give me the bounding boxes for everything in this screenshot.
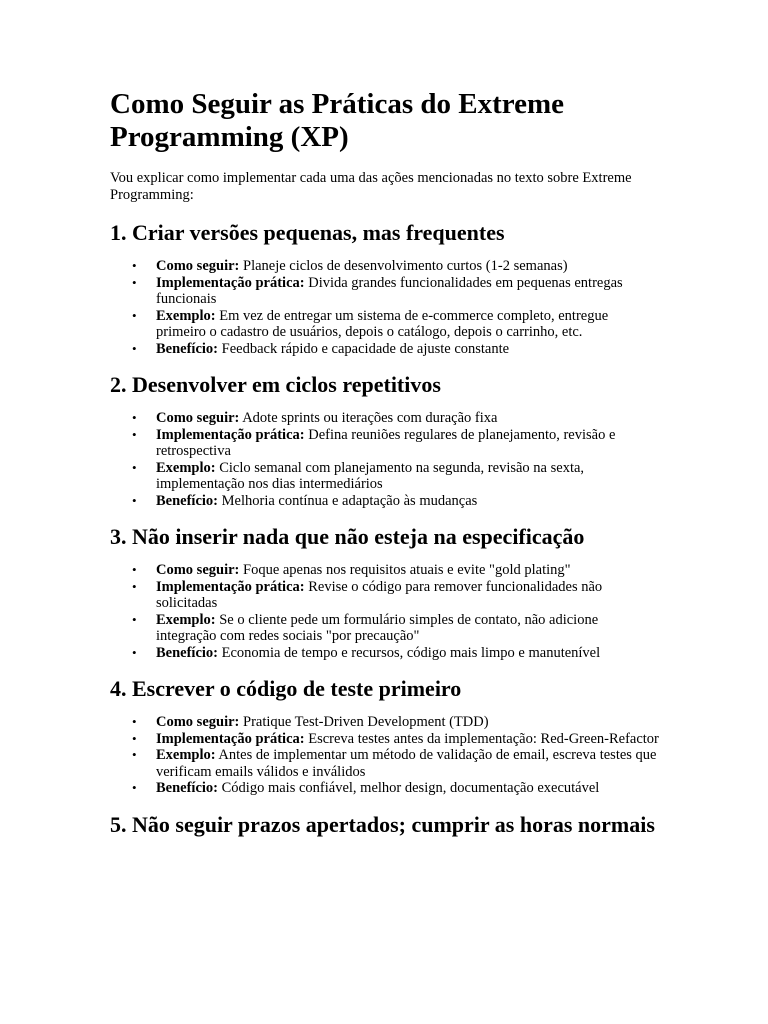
bullet-icon: • [132, 274, 137, 290]
bullet-icon: • [132, 410, 137, 425]
bullet-icon: • [132, 426, 137, 442]
bullet-icon: • [132, 730, 137, 746]
item-label: Como seguir: [156, 714, 240, 730]
bullet-list [110, 714, 660, 797]
item-text: Adote sprints ou iterações com duração fixa [239, 410, 498, 426]
section-4 [110, 676, 660, 797]
section-2 [110, 372, 660, 509]
bullet-icon: • [132, 258, 137, 273]
bullet-list [110, 562, 660, 661]
list-item [132, 492, 660, 510]
section-1 [110, 220, 660, 357]
bullet-icon: • [132, 714, 137, 729]
item-text: Feedback rápido e capacidade de ajuste constante [218, 340, 510, 357]
list-item [132, 747, 660, 780]
item-label: Como seguir: [156, 258, 240, 274]
list-item [132, 780, 660, 797]
list-item [132, 274, 660, 308]
section-heading: 1. Criar versões pequenas, mas frequentes [110, 220, 505, 245]
intro-paragraph: Vou explicar como implementar cada uma das ações mencionadas no texto sobre Extreme Programming: [110, 170, 632, 203]
item-label: Benefício: [156, 340, 219, 357]
list-item [132, 459, 660, 493]
bullet-icon: • [132, 307, 137, 323]
item-label: Implementação prática: [156, 426, 305, 443]
section-3 [110, 524, 660, 661]
item-label: Benefício: [156, 780, 219, 796]
list-item [132, 307, 660, 341]
bullet-icon: • [132, 780, 137, 795]
bullet-icon: • [132, 644, 137, 660]
list-item [132, 426, 660, 460]
list-item [132, 410, 660, 427]
item-text: Foque apenas nos requisitos atuais e evite "gold plating" [239, 562, 571, 578]
list-item [132, 714, 660, 731]
document-page [110, 88, 660, 850]
list-item [132, 730, 660, 748]
bullet-icon: • [132, 459, 137, 475]
item-text: Ciclo semanal com planejamento na segunda, revisão na sexta, implementação nos dias intermediários [156, 459, 585, 492]
item-label: Exemplo: [156, 747, 216, 763]
page-title: Como Seguir as Práticas do Extreme Programming (XP) [110, 88, 565, 153]
list-item [132, 258, 660, 275]
item-text: Código mais confiável, melhor design, documentação executável [218, 780, 600, 796]
item-text: Pratique Test-Driven Development (TDD) [239, 714, 489, 730]
item-label: Exemplo: [156, 307, 216, 324]
item-text: Economia de tempo e recursos, código mais limpo e manutenível [218, 644, 601, 661]
list-item [132, 644, 660, 662]
item-text: Em vez de entregar um sistema de e-commerce completo, entregue primeiro o cadastro de usuários, depois o catálogo, depois o carrinho, etc. [156, 307, 609, 340]
item-text: Defina reuniões regulares de planejamento, revisão e retrospectiva [156, 426, 616, 459]
bullet-icon: • [132, 578, 137, 594]
item-label: Benefício: [156, 644, 219, 661]
list-item [132, 562, 660, 579]
section-5 [110, 812, 660, 837]
item-label: Como seguir: [156, 562, 240, 578]
item-text: Se o cliente pede um formulário simples de contato, não adicione integração com redes sociais "por precaução" [156, 611, 599, 644]
item-label: Implementação prática: [156, 274, 305, 291]
item-text: Melhoria contínua e adaptação às mudanças [218, 492, 478, 509]
bullet-icon: • [132, 747, 137, 762]
item-label: Implementação prática: [156, 578, 305, 595]
bullet-icon: • [132, 562, 137, 577]
bullet-icon: • [132, 340, 137, 356]
section-heading: 3. Não inserir nada que não esteja na especificação [110, 524, 585, 549]
item-text: Antes de implementar um método de validação de email, escreva testes que verificam emails válidos e inválidos [156, 747, 657, 780]
sections-container [110, 220, 660, 837]
item-label: Exemplo: [156, 459, 216, 476]
section-heading: 4. Escrever o código de teste primeiro [110, 676, 462, 701]
list-item [132, 340, 660, 358]
item-text: Escreva testes antes da implementação: Red-Green-Refactor [304, 730, 659, 747]
bullet-list [110, 410, 660, 509]
item-label: Benefício: [156, 492, 219, 509]
list-item [132, 611, 660, 645]
section-heading: 2. Desenvolver em ciclos repetitivos [110, 372, 441, 397]
item-text: Revise o código para remover funcionalidades não solicitadas [156, 578, 603, 611]
item-text: Divida grandes funcionalidades em pequenas entregas funcionais [156, 274, 623, 307]
section-heading: 5. Não seguir prazos apertados; cumprir as horas normais [110, 811, 655, 837]
bullet-icon: • [132, 611, 137, 627]
item-label: Implementação prática: [156, 730, 305, 747]
item-label: Como seguir: [156, 410, 240, 426]
bullet-icon: • [132, 492, 137, 508]
item-text: Planeje ciclos de desenvolvimento curtos (1-2 semanas) [239, 258, 568, 274]
item-label: Exemplo: [156, 611, 216, 628]
list-item [132, 578, 660, 612]
bullet-list [110, 258, 660, 357]
